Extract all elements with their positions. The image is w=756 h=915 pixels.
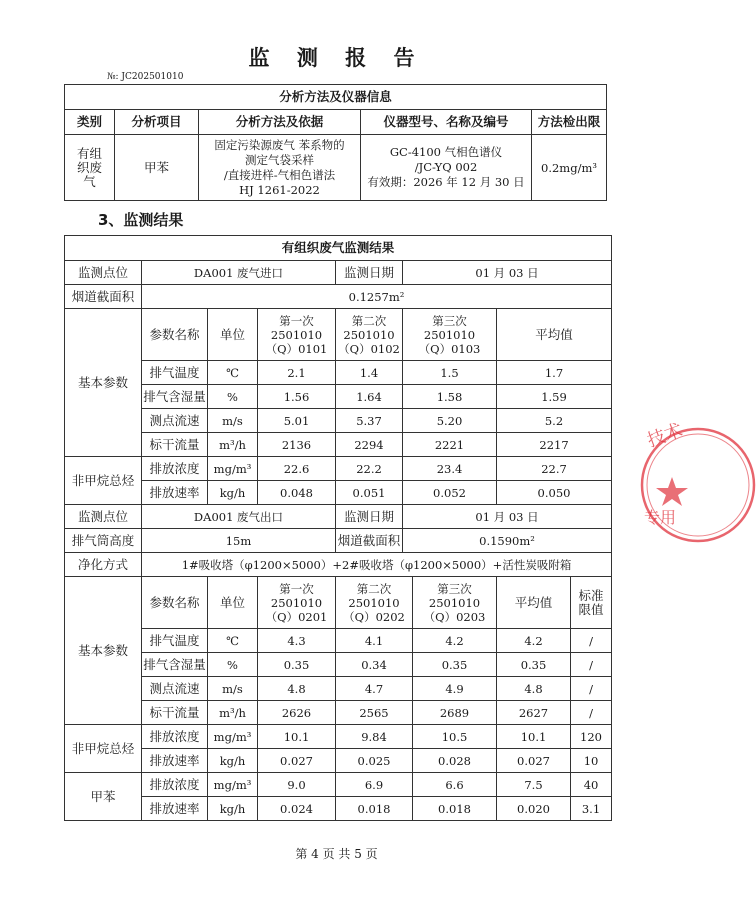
method-instrument: GC-4100 气相色谱仪 /JC-YQ 002 有效期：2026 年 12 月 30 日 xyxy=(361,135,532,201)
param-unit: m/s xyxy=(208,409,258,433)
table-row xyxy=(65,577,612,629)
value-run3: 5.20 xyxy=(403,409,497,433)
method-table xyxy=(64,84,607,201)
value-run1: 0.048 xyxy=(258,481,336,505)
value-limit: 10 xyxy=(571,749,612,773)
value-limit: / xyxy=(571,653,612,677)
outlet-point: DA001 废气出口 xyxy=(142,505,336,529)
value-limit: 120 xyxy=(571,725,612,749)
label-point: 监测点位 xyxy=(65,261,142,285)
param-name: 标干流量 xyxy=(142,433,208,457)
method-caption: 分析方法及仪器信息 xyxy=(65,85,607,110)
param-unit: ℃ xyxy=(208,629,258,653)
value-run3: 23.4 xyxy=(403,457,497,481)
inlet-point: DA001 废气进口 xyxy=(142,261,336,285)
value-run1: 2626 xyxy=(258,701,336,725)
table-row xyxy=(65,433,612,457)
param-unit: m³/h xyxy=(208,701,258,725)
table-row xyxy=(65,409,612,433)
value-run3: 0.028 xyxy=(413,749,497,773)
value-run2: 6.9 xyxy=(336,773,413,797)
value-run1: 5.01 xyxy=(258,409,336,433)
group-nmhc: 非甲烷总烃 xyxy=(65,725,142,773)
value-run3: 4.2 xyxy=(413,629,497,653)
value-run1: 2136 xyxy=(258,433,336,457)
inlet-date: 01 月 03 日 xyxy=(403,261,612,285)
param-name: 排放速率 xyxy=(142,797,208,821)
value-run1: 22.6 xyxy=(258,457,336,481)
header-limit: 标准 限值 xyxy=(571,577,612,629)
table-row xyxy=(65,505,612,529)
value-avg: 4.8 xyxy=(497,677,571,701)
method-detection-limit: 0.2mg/m³ xyxy=(532,135,607,201)
header-run1: 第一次 2501010 （Q）0101 xyxy=(258,309,336,361)
param-name: 排放速率 xyxy=(142,481,208,505)
value-run3: 0.35 xyxy=(413,653,497,677)
header-method: 分析方法及依据 xyxy=(199,110,361,135)
inlet-area: 0.1257m² xyxy=(142,285,612,309)
value-run2: 1.4 xyxy=(336,361,403,385)
table-row xyxy=(65,309,612,361)
value-limit: / xyxy=(571,701,612,725)
table-row xyxy=(65,773,612,797)
method-basis: 固定污染源废气 苯系物的 测定气袋采样 /直接进样-气相色谱法 HJ 1261-2022 xyxy=(199,135,361,201)
param-unit: mg/m³ xyxy=(208,773,258,797)
value-run2: 0.34 xyxy=(336,653,413,677)
table-row xyxy=(65,797,612,821)
value-run3: 0.018 xyxy=(413,797,497,821)
param-unit: kg/h xyxy=(208,797,258,821)
header-run2: 第二次 2501010 （Q）0102 xyxy=(336,309,403,361)
param-name: 排气温度 xyxy=(142,629,208,653)
param-unit: ℃ xyxy=(208,361,258,385)
value-avg: 1.7 xyxy=(497,361,612,385)
table-row xyxy=(65,653,612,677)
value-run1: 0.027 xyxy=(258,749,336,773)
header-avg: 平均值 xyxy=(497,577,571,629)
param-unit: kg/h xyxy=(208,749,258,773)
table-row xyxy=(65,749,612,773)
table-row xyxy=(65,457,612,481)
stamp-seal xyxy=(636,415,756,555)
group-nmhc: 非甲烷总烃 xyxy=(65,457,142,505)
header-limit: 方法检出限 xyxy=(532,110,607,135)
param-name: 排放浓度 xyxy=(142,773,208,797)
label-point: 监测点位 xyxy=(65,505,142,529)
outlet-purify: 1#吸收塔（φ1200×5000）+2#吸收塔（φ1200×5000）+活性炭吸附箱 xyxy=(142,553,612,577)
outlet-stack-height: 15m xyxy=(142,529,336,553)
value-avg: 2627 xyxy=(497,701,571,725)
value-avg: 0.020 xyxy=(497,797,571,821)
svg-text:专用: 专用 xyxy=(644,508,677,527)
outlet-area: 0.1590m² xyxy=(403,529,612,553)
value-run2: 0.025 xyxy=(336,749,413,773)
section-heading: 3、监测结果 xyxy=(98,211,184,229)
value-run1: 0.024 xyxy=(258,797,336,821)
param-name: 测点流速 xyxy=(142,409,208,433)
value-limit: 40 xyxy=(571,773,612,797)
value-avg: 4.2 xyxy=(497,629,571,653)
header-category: 类别 xyxy=(65,110,115,135)
header-unit: 单位 xyxy=(208,577,258,629)
group-toluene: 甲苯 xyxy=(65,773,142,821)
value-run1: 4.3 xyxy=(258,629,336,653)
param-name: 排放浓度 xyxy=(142,457,208,481)
header-param: 参数名称 xyxy=(142,577,208,629)
header-unit: 单位 xyxy=(208,309,258,361)
value-run1: 2.1 xyxy=(258,361,336,385)
header-run3: 第三次 2501010 （Q）0103 xyxy=(403,309,497,361)
value-run2: 9.84 xyxy=(336,725,413,749)
group-basic: 基本参数 xyxy=(65,577,142,725)
value-run3: 1.58 xyxy=(403,385,497,409)
outlet-date: 01 月 03 日 xyxy=(403,505,612,529)
value-run2: 22.2 xyxy=(336,457,403,481)
table-row xyxy=(65,553,612,577)
value-limit: / xyxy=(571,677,612,701)
value-run3: 6.6 xyxy=(413,773,497,797)
header-run1: 第一次 2501010 （Q）0201 xyxy=(258,577,336,629)
label-purify: 净化方式 xyxy=(65,553,142,577)
param-unit: % xyxy=(208,385,258,409)
param-name: 排放速率 xyxy=(142,749,208,773)
value-run2: 4.1 xyxy=(336,629,413,653)
value-run1: 10.1 xyxy=(258,725,336,749)
value-run1: 1.56 xyxy=(258,385,336,409)
value-run1: 0.35 xyxy=(258,653,336,677)
value-avg: 0.050 xyxy=(497,481,612,505)
table-row xyxy=(65,385,612,409)
report-number: №: JC202501010 xyxy=(107,72,184,82)
table-row xyxy=(65,236,612,261)
value-run3: 10.5 xyxy=(413,725,497,749)
label-stack-height: 排气筒高度 xyxy=(65,529,142,553)
param-name: 排气含湿量 xyxy=(142,653,208,677)
value-avg: 7.5 xyxy=(497,773,571,797)
value-run3: 4.9 xyxy=(413,677,497,701)
value-run3: 0.052 xyxy=(403,481,497,505)
value-avg: 10.1 xyxy=(497,725,571,749)
param-name: 排气含湿量 xyxy=(142,385,208,409)
header-run3: 第三次 2501010 （Q）0203 xyxy=(413,577,497,629)
value-run3: 1.5 xyxy=(403,361,497,385)
header-avg: 平均值 xyxy=(497,309,612,361)
label-date: 监测日期 xyxy=(336,505,403,529)
value-run3: 2689 xyxy=(413,701,497,725)
header-run2: 第二次 2501010 （Q）0202 xyxy=(336,577,413,629)
method-category: 有组 织废 气 xyxy=(65,135,115,201)
value-run2: 5.37 xyxy=(336,409,403,433)
param-name: 排放浓度 xyxy=(142,725,208,749)
value-run2: 0.051 xyxy=(336,481,403,505)
value-run2: 0.018 xyxy=(336,797,413,821)
value-limit: 3.1 xyxy=(571,797,612,821)
value-avg: 1.59 xyxy=(497,385,612,409)
report-title: 监 测 报 告 xyxy=(248,46,425,70)
value-run1: 9.0 xyxy=(258,773,336,797)
param-name: 测点流速 xyxy=(142,677,208,701)
value-run1: 4.8 xyxy=(258,677,336,701)
table-row xyxy=(65,629,612,653)
value-run3: 2221 xyxy=(403,433,497,457)
page-footer: 第 4 页 共 5 页 xyxy=(295,847,378,861)
header-instrument: 仪器型号、名称及编号 xyxy=(361,110,532,135)
results-caption: 有组织废气监测结果 xyxy=(65,236,612,261)
value-run2: 4.7 xyxy=(336,677,413,701)
method-item: 甲苯 xyxy=(115,135,199,201)
param-name: 排气温度 xyxy=(142,361,208,385)
param-unit: m/s xyxy=(208,677,258,701)
value-avg: 0.027 xyxy=(497,749,571,773)
table-row xyxy=(65,261,612,285)
param-unit: m³/h xyxy=(208,433,258,457)
header-item: 分析项目 xyxy=(115,110,199,135)
param-unit: % xyxy=(208,653,258,677)
table-row xyxy=(65,285,612,309)
value-limit: / xyxy=(571,629,612,653)
value-avg: 22.7 xyxy=(497,457,612,481)
param-unit: mg/m³ xyxy=(208,725,258,749)
svg-text:技术: 技术 xyxy=(644,419,686,452)
table-row xyxy=(65,481,612,505)
value-avg: 0.35 xyxy=(497,653,571,677)
table-row xyxy=(65,701,612,725)
param-unit: kg/h xyxy=(208,481,258,505)
results-table xyxy=(64,235,612,821)
table-row xyxy=(65,529,612,553)
label-area: 烟道截面积 xyxy=(65,285,142,309)
value-run2: 2565 xyxy=(336,701,413,725)
header-param: 参数名称 xyxy=(142,309,208,361)
table-row xyxy=(65,725,612,749)
group-basic: 基本参数 xyxy=(65,309,142,457)
value-avg: 2217 xyxy=(497,433,612,457)
value-avg: 5.2 xyxy=(497,409,612,433)
value-run2: 1.64 xyxy=(336,385,403,409)
label-date: 监测日期 xyxy=(336,261,403,285)
table-row xyxy=(65,361,612,385)
param-name: 标干流量 xyxy=(142,701,208,725)
param-unit: mg/m³ xyxy=(208,457,258,481)
value-run2: 2294 xyxy=(336,433,403,457)
table-row xyxy=(65,677,612,701)
label-area: 烟道截面积 xyxy=(336,529,403,553)
